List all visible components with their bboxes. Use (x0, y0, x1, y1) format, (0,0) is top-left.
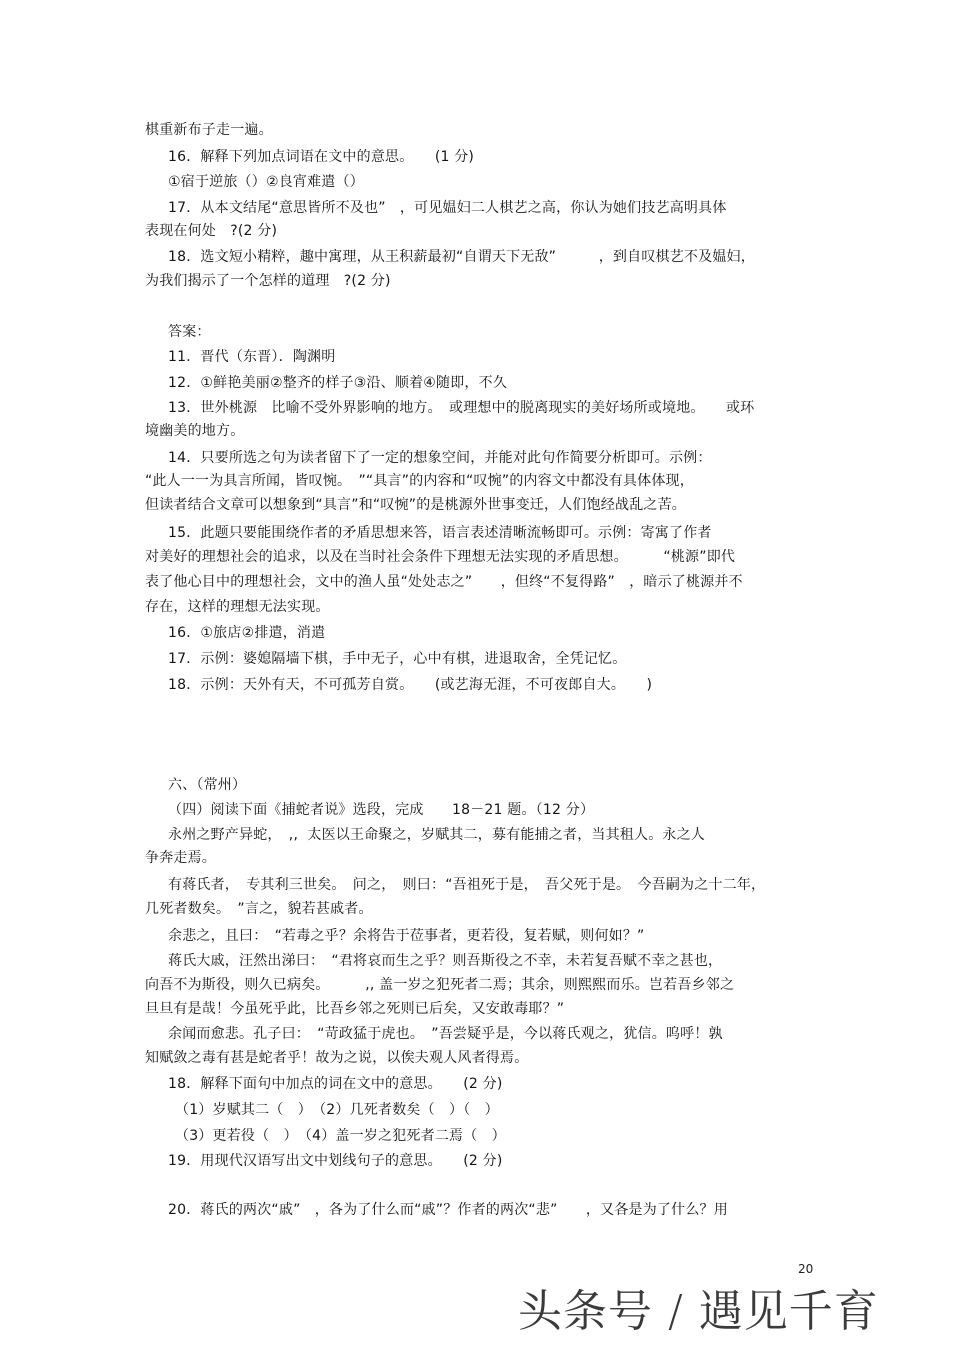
text-line: 20．蒋氏的两次“戚” ，各为了什么而“戚”？作者的两次“悲” ，又各是为了什么？用 (168, 1202, 728, 1218)
text-line: 六、（常州） (168, 777, 247, 793)
text-line: 争奔走焉。 (145, 850, 216, 866)
text-line: 16．解释下列加点词语在文中的意思。 (1 分) (168, 149, 475, 165)
text-line: 18．解释下面句中加点的词在文中的意思。 (2 分) (168, 1076, 503, 1092)
text-line: 余闻而愈悲。孔子曰： “苛政猛于虎也。 ”吾尝疑乎是，今以蒋氏观之，犹信。呜呼！孰 (168, 1026, 723, 1042)
text-line: 16．①旅店②排遣，消遣 (168, 625, 326, 641)
text-line: 旦旦有是哉！今虽死乎此，比吾乡邻之死则已后矣，又安敢毒耶？” (145, 1001, 565, 1017)
text-line: 境幽美的地方。 (145, 423, 245, 439)
text-line: 表了他心目中的理想社会，文中的渔人虽“处处志之” ，但终“不复得路” ，暗示了桃源并不 (145, 574, 743, 590)
text-line: 为我们揭示了一个怎样的道理 ?(2 分) (145, 273, 391, 289)
page-number: 20 (798, 1262, 814, 1276)
text-line: 17．示例：婆媳隔墙下棋，手中无子，心中有棋，进退取舍，全凭记忆。 (168, 651, 627, 667)
text-line: “此人一一为具言所闻，皆叹惋。 ”“具言”的内容和“叹惋”的内容文中都没有具体体现， (145, 473, 694, 489)
text-line: 答案： (168, 324, 211, 340)
text-line: 余悲之，且曰： “若毒之乎？余将告于莅事者，更若役，复若赋，则何如？” (168, 928, 645, 944)
text-line: 17．从本文结尾“意思皆所不及也” ，可见媪妇二人棋艺之高，你认为她们技艺高明具体 (168, 200, 727, 216)
text-line: 对美好的理想社会的追求，以及在当时社会条件下理想无法实现的矛盾思想。 “桃源”即代 (145, 549, 736, 565)
text-line: 棋重新布子走一遍。 (145, 122, 273, 138)
text-line: 但读者结合文章可以想象到“具言”和“叹惋”的是桃源外世事变迁，人们饱经战乱之苦。 (145, 497, 687, 513)
text-line: 12．①鲜艳美丽②整齐的样子③沿、顺着④随即，不久 (168, 375, 508, 391)
watermark-text: 头条号 / 遇见千育 (518, 1286, 879, 1337)
text-line: 向吾不为斯役，则久已病矣。 ,, 盖一岁之犯死者二焉；其余，则熙熙而乐。岂若吾乡邻之 (145, 977, 735, 993)
text-line: 表现在何处 ?(2 分) (145, 223, 278, 239)
text-line: （四）阅读下面《捕蛇者说》选段，完成 18－21 题。（12 分） (168, 802, 595, 818)
text-line: 有蒋氏者， 专其利三世矣。 问之， 则曰：“吾祖死于是， 吾父死于是。 今吾嗣为之十二年， (168, 877, 766, 893)
text-line: 几死者数矣。 ”言之，貌若甚戚者。 (145, 901, 373, 917)
text-line: 18．示例：天外有天，不可孤芳自赏。 (或艺海无涯，不可夜郎自大。 ) (168, 677, 653, 693)
text-line: 知赋敛之毒有甚是蛇者乎！故为之说，以俟夫观人风者得焉。 (145, 1050, 529, 1066)
text-line: 13．世外桃源 比喻不受外界影响的地方。 或理想中的脱离现实的美好场所或境地。 或环 (168, 400, 755, 416)
text-line: 蒋氏大戚，汪然出涕曰： “君将哀而生之乎？则吾斯役之不幸，未若复吾赋不幸之甚也， (168, 953, 723, 969)
text-line: 19．用现代汉语写出文中划线句子的意思。 (2 分) (168, 1153, 503, 1169)
text-line: 存在，这样的理想无法实现。 (145, 599, 330, 615)
text-line: （1）岁赋其二（ ） （2）几死者数矣（ ）（ ） (175, 1102, 499, 1118)
text-line: 18．选文短小精粹，趣中寓理，从王积薪最初“自谓天下无敌” ，到自叹棋艺不及媪妇， (168, 249, 755, 265)
text-line: 15．此题只要能围绕作者的矛盾思想来答，语言表述清晰流畅即可。示例：寄寓了作者 (168, 525, 712, 541)
text-line: 11．晋代（东晋）．陶渊明 (168, 349, 336, 365)
text-line: 14．只要所选之句为读者留下了一定的想象空间，并能对此句作简要分析即可。示例： (168, 450, 712, 466)
text-line: 永州之野产异蛇， ,, 太医以王命聚之，岁赋其二，募有能捕之者，当其租人。永之人 (168, 827, 705, 843)
text-line: （3）更若役（ ） （4）盖一岁之犯死者二焉（ ） (175, 1128, 506, 1144)
text-line: ①宿于逆旅（）②良宵难遣（） (168, 174, 364, 190)
